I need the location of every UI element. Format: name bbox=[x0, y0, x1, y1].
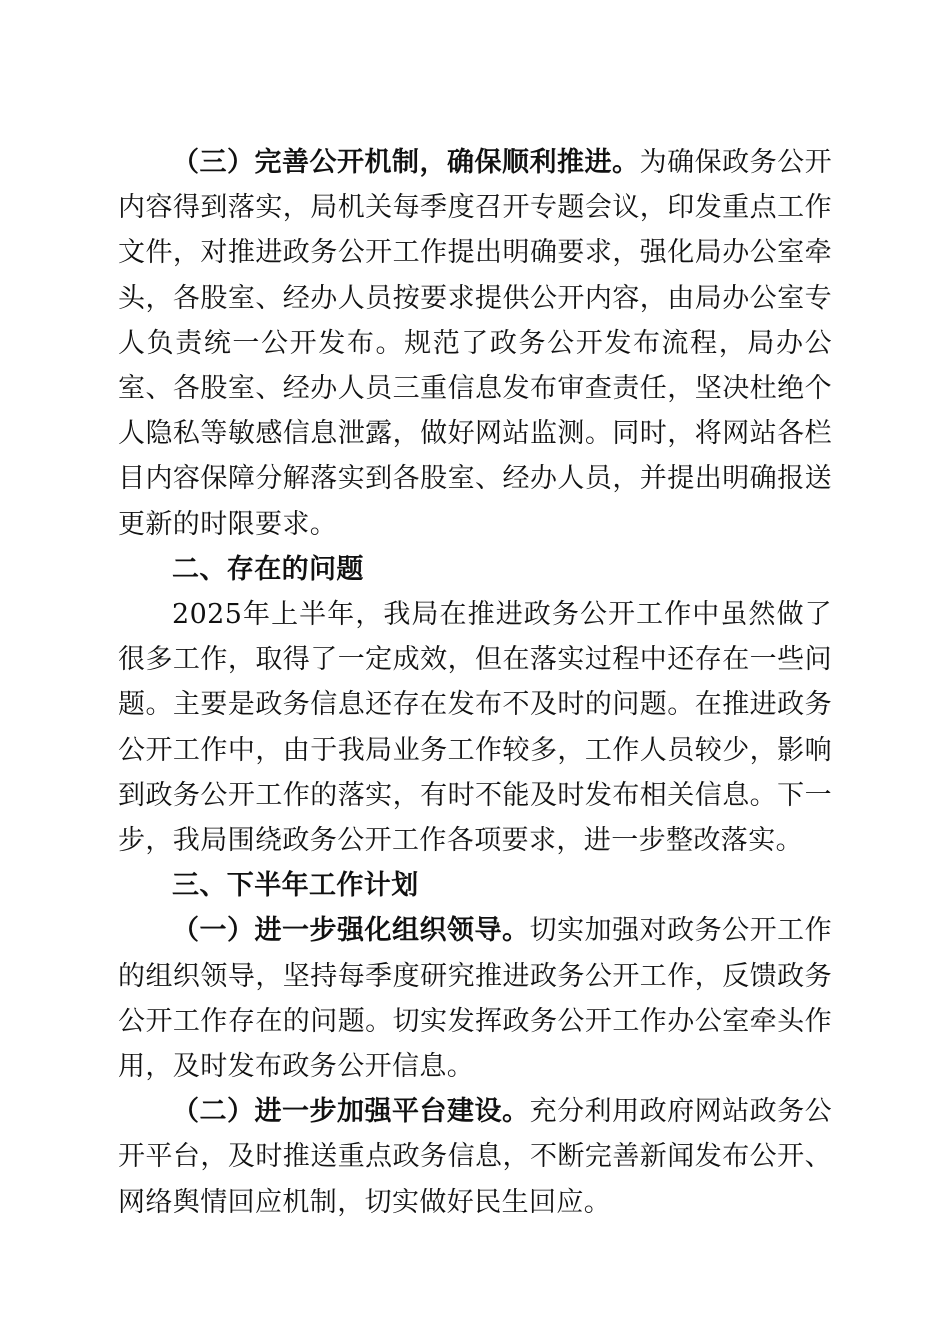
section-heading-problems: 二、存在的问题 bbox=[172, 553, 364, 585]
paragraph-text: 充分利用政府网站政务公开平台，及时推送重点政务信息，不断完善新闻发布公开、网络舆情回应机制，切实做好民生回应。 bbox=[118, 1096, 833, 1218]
section-heading-plan: 三、下半年工作计划 bbox=[172, 870, 419, 902]
paragraph-problems: 2025年上半年，我局在推进政务公开工作中虽然做了很多工作，取得了一定成效，但在落实过程中还存在一些问题。主要是政务信息还存在发布不及时的问题。在推进政务公开工作中，由于我局业务工作较多，工作人员较少，影响到政务公开工作的落实，有时不能及时发布相关信息。下一步，我局围绕政务公开工作各项要求，进一步整改落实。 bbox=[118, 599, 832, 857]
paragraph-lead: （一）进一步强化组织领导。 bbox=[172, 915, 530, 947]
paragraph-plan-platform bbox=[118, 1089, 832, 1225]
paragraph-text: 为确保政务公开内容得到落实，局机关每季度召开专题会议，印发重点工作文件，对推进政务公开工作提出明确要求，强化局办公室牵头，各股室、经办人员按要求提供公开内容，由局办公室专人负责统一公开发布。规范了政务公开发布流程，局办公室、各股室、经办人员三重信息发布审查责任，坚决杜绝个人隐私等敏感信息泄露，做好网站监测。同时，将网站各栏目内容保障分解落实到各股室、经办人员，并提出明确报送更新的时限要求。 bbox=[118, 147, 832, 540]
document-body bbox=[118, 140, 832, 1225]
paragraph-improve-mechanism bbox=[118, 140, 832, 547]
paragraph-plan-leadership bbox=[118, 908, 832, 1089]
paragraph-text: 切实加强对政务公开工作的组织领导，坚持每季度研究推进政务公开工作，反馈政务公开工作存在的问题。切实发挥政务公开工作办公室牵头作用，及时发布政务公开信息。 bbox=[118, 915, 833, 1083]
paragraph-lead: （三）完善公开机制，确保顺利推进。 bbox=[172, 147, 640, 178]
paragraph-lead: （二）进一步加强平台建设。 bbox=[172, 1096, 530, 1128]
